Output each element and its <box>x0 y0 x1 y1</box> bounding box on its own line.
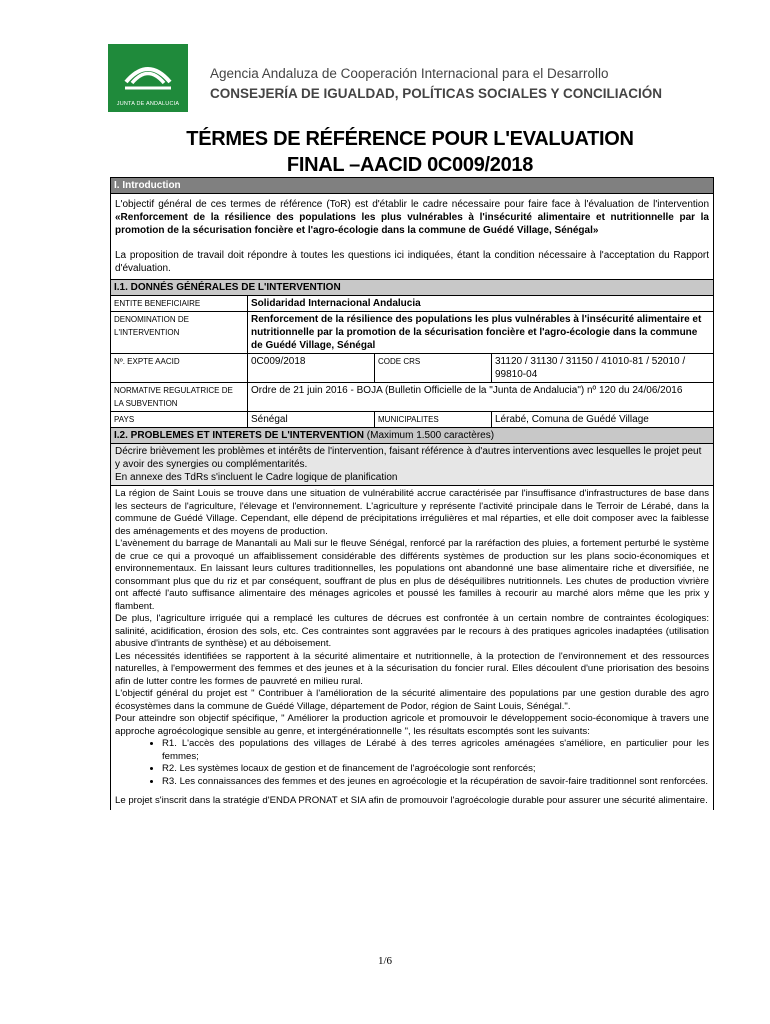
arches-emblem-icon <box>122 50 174 94</box>
beneficiary-value: Solidaridad Internacional Andalucia <box>248 296 714 312</box>
table-row <box>111 412 713 428</box>
section-heading-introduction: I. Introduction <box>111 178 713 194</box>
annex-note: En annexe des TdRs s'incluent le Cadre logique de planification <box>115 472 398 483</box>
document-title <box>110 126 710 178</box>
results-list <box>115 738 709 788</box>
section-heading-problems: I.2. PROBLEMES ET INTERETS DE L'INTERVENTION (Maximum 1.500 caractères) <box>111 428 713 444</box>
table-row <box>111 312 713 354</box>
expte-value: 0C009/2018 <box>248 354 375 383</box>
denomination-label: DENOMINATION DE L'INTERVENTION <box>111 312 248 354</box>
introduction-section <box>111 194 713 280</box>
problems-instruction <box>111 444 713 486</box>
normative-value: Ordre de 21 juin 2016 - BOJA (Bulletin Officielle de la "Junta de Andalucia") nº 120 du 24/06/2016 <box>248 383 714 412</box>
municipalities-label: MUNICIPALITES <box>375 412 492 428</box>
intro-paragraph-1: L'objectif général de ces termes de référence (ToR) est d'établir le cadre nécessaire pour faire face à l'évaluation de l'intervention «Renforcement de la résilience des populations les plus vulnérables à l'insécurité alimentaire et nutritionnelle par la promotion de la sécurisation foncière et l'agro-écologie dans la commune de Guédé Village, Sénégal» <box>115 199 709 236</box>
heading-note: (Maximum 1.500 caractères) <box>364 430 495 441</box>
crs-value: 31120 / 31130 / 31150 / 41010-81 / 52010 / 99810-04 <box>492 354 714 383</box>
department-name: CONSEJERÍA DE IGUALDAD, POLÍTICAS SOCIALES Y CONCILIACIÓN <box>210 86 663 101</box>
terms-of-reference-form <box>110 177 714 810</box>
municipalities-value: Lérabé, Comuna de Guédé Village <box>492 412 714 428</box>
paragraph: L'avènement du barrage de Manantali au Mali sur le fleuve Sénégal, renforcé par la raréfaction des pluies, a fortement perturbé le système de crue ce qui a provoqué un affaiblissement considérable des différents systèmes de production sur les plans socio-économiques et environnementaux. En laissant leurs cultures traditionnelles, les populations ont abandonné une base alimentaire riche et diversifiée, ne consommant plus que du riz et par conséquent, souffrant de plus en plus de déséquilibres nutritionnels. Les chutes de production vivrière ont affecté l'auto suffisance alimentaire des ménages agricoles et poussé les familles à recourir au marché alors même que les prix y flambent. <box>115 538 709 612</box>
list-item: • R3. Les connaissances des femmes et des jeunes en agroécologie et la récupération de savoir-faire traditionnel sont renforcées. <box>162 776 709 789</box>
paragraph: Les nécessités identifiées se rapportent à la sécurité alimentaire et nutritionnelle, à la protection de l'environnement et des ressources naturelles, à l'empowerment des femmes et des jeunes et à la sécurisation du foncier rural. Elles découlent d'une priorisation des besoins afin de lutter contre les formes de pauvreté en milieu rural. <box>115 650 709 687</box>
general-data-table <box>111 296 713 428</box>
country-value: Sénégal <box>248 412 375 428</box>
paragraph: Pour atteindre son objectif spécifique, " Améliorer la production agricole et promouvoir le développement socio-économique à travers une approche agroécologique sensible au genre, et intergénérationnelle ", les résultats escomptés sont les suivants: <box>115 713 709 737</box>
intervention-name: «Renforcement de la résilience des populations les plus vulnérables à l'insécurité alimentaire et nutritionnelle par la promotion de la sécurisation foncière et l'agro-écologie dans la commune de Guédé Village, Sénégal» <box>115 212 709 236</box>
table-row <box>111 354 713 383</box>
page-number: 1/6 <box>377 955 393 967</box>
crs-label: CODE CRS <box>375 354 492 383</box>
paragraph: L'objectif général du projet est " Contribuer à l'amélioration de la sécurité alimentaire des populations par une gestion durable des agro écosystèmes dans la commune de Guédé Village, département de Podor, région de Saint Louis, Sénégal.". <box>115 688 709 712</box>
paragraph: De plus, l'agriculture irriguée qui a remplacé les cultures de décrues est confrontée à un certain nombre de contraintes écologiques: salinité, acidification, érosion des sols, etc. Ces contraintes sont aggravées par le recours à des pratiques agricoles inadaptées (utilisation abusive d'intrants de synthèse) et au déboisement. <box>115 613 709 649</box>
list-item: • R1. L'accès des populations des villages de Lérabé à des terres agricoles aménagées s'améliore, en particulier pour les femmes; <box>162 738 709 763</box>
expte-label: Nº. EXPTE AACID <box>111 354 248 383</box>
list-item: • R2. Les systèmes locaux de gestion et de financement de l'agroécologie sont renforcés; <box>162 763 709 776</box>
agency-name: Agencia Andaluza de Cooperación Internacional para el Desarrollo <box>210 66 609 81</box>
logo-text: JUNTA DE ANDALUCIA <box>116 101 180 107</box>
letterhead <box>108 44 668 114</box>
table-row <box>111 296 713 312</box>
section-heading-general-data: I.1. DONNÉS GÉNÉRALES DE L'INTERVENTION <box>111 280 713 296</box>
normative-label: NORMATIVE REGULATRICE DE LA SUBVENTION <box>111 383 248 412</box>
intro-paragraph-2: La proposition de travail doit répondre à toutes les questions ici indiquées, étant la condition nécessaire à l'acceptation du Rapport d'évaluation. <box>115 250 709 274</box>
table-row <box>111 383 713 412</box>
title-line-2: FINAL –AACID 0C009/2018 <box>286 154 534 176</box>
beneficiary-label: ENTITE BENEFICIAIRE <box>111 296 248 312</box>
junta-de-andalucia-logo <box>108 44 188 112</box>
paragraph: La région de Saint Louis se trouve dans une situation de vulnérabilité accrue caractérisée par l'insuffisance d'infrastructures de base dans les secteurs de l'agriculture, l'élevage et l'environnement. L'agriculture y représente l'activité principale dans le Terroir de Lérabé, dans la commune de Guédé Village. Cependant, elle dépend de précipitations irrégulières et mal réparties, et elle doit composer avec la faiblesse des aménagements et des moyens de production. <box>115 488 709 537</box>
title-line-1: TÉRMES DE RÉFÉRENCE POUR L'EVALUATION <box>186 128 634 150</box>
problems-body <box>111 486 713 810</box>
country-label: PAYS <box>111 412 248 428</box>
closing-paragraph: Le projet s'inscrit dans la stratégie d'ENDA PRONAT et SIA afin de promouvoir l'agroécologie durable pour assurer une sécurité alimentaire. <box>115 795 708 806</box>
denomination-value: Renforcement de la résilience des populations les plus vulnérables à l'insécurité alimentaire et nutritionnelle par la promotion de la sécurisation foncière et l'agro-écologie dans la commune de Guédé Village, Sénégal <box>248 312 714 354</box>
instruction-text: Décrire brièvement les problèmes et intérêts de l'intervention, faisant référence à d'autres interventions avec lesquelles le projet peut y avoir des synergies ou complémentarités. <box>115 446 702 470</box>
